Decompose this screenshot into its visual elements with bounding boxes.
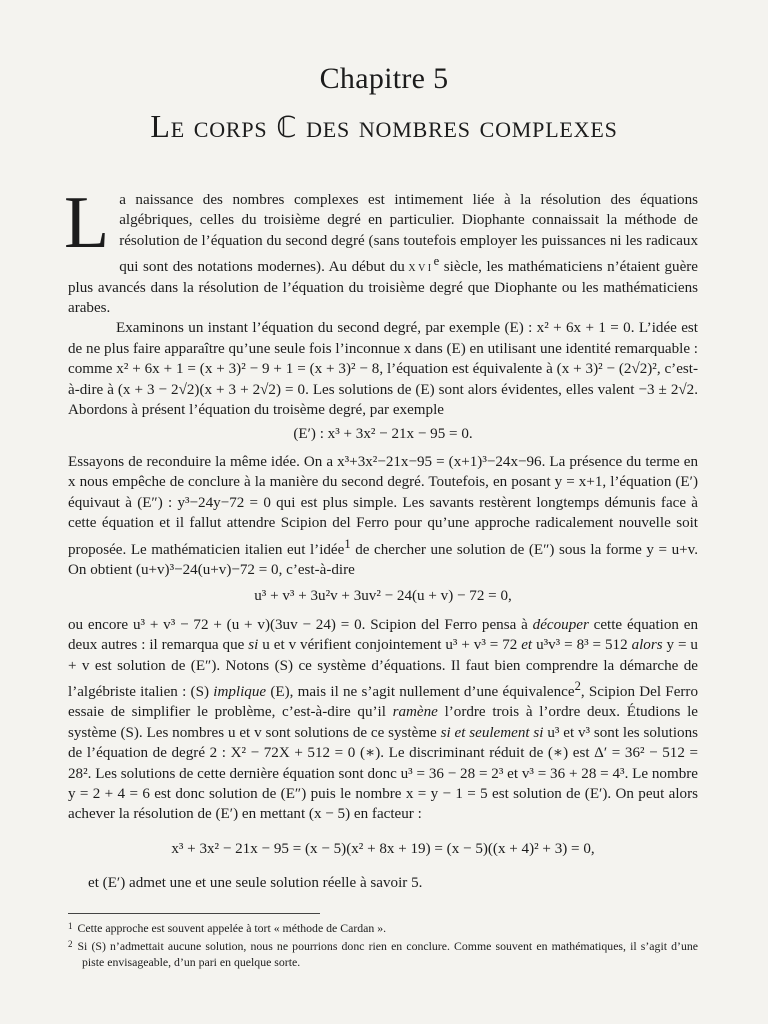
- text-run: (E), mais il ne s’agit nullement d’une équivalence: [266, 684, 575, 701]
- footnotes: [68, 918, 698, 970]
- emphasis-alors: alors: [631, 637, 663, 654]
- factored-equation: x³ + 3x² − 21x − 95 = (x − 5)(x² + 8x + 19) = (x − 5)((x + 4)² + 3) = 0,: [171, 840, 595, 857]
- chapter-title-end: des nombres complexes: [297, 108, 618, 144]
- text-run: ou encore u³ + v³ − 72 + (u + v)(3uv − 24) = 0. Scipion del Ferro pensa à: [68, 616, 533, 633]
- footnote-mark: 1: [68, 921, 73, 931]
- emphasis-decouper: découper: [532, 616, 589, 633]
- text-run: cette équation en deux autres : il remarqua que: [68, 616, 698, 654]
- footnote-mark: 2: [68, 939, 73, 949]
- intro-text: a naissance des nombres complexes est intimement liée à la résolution des équations algébriques, celles du troisième degré en particulier. Diophante connaissait la méthode de résolution de l’équation du second degré (sans toutefois employer les puissances ni les radicaux qui sont des notations modernes). Au début du: [119, 192, 698, 276]
- equation-e-prime: (E′) : x³ + 3x² − 21x − 95 = 0.: [293, 425, 473, 442]
- del-ferro-paragraph: [68, 615, 698, 825]
- drop-cap: L: [64, 182, 110, 264]
- century-numeral: xvi: [408, 259, 434, 276]
- footnote-1: [68, 918, 698, 936]
- emphasis-implique: implique: [213, 684, 267, 701]
- text-run: u et v vérifient conjointement u³ + v³ = 72: [258, 637, 522, 654]
- conclusion-paragraph: et (E′) admet une et une seule solution réelle à savoir 5.: [88, 875, 423, 892]
- text-run: y = u + v est solution de (E″). Notons (S) ce système d’équations. Il faut bien comprendre la démarche de l’algébriste italien : (S): [68, 637, 698, 701]
- emphasis-ssi: si et seulement si: [440, 724, 544, 741]
- reduction-text: Essayons de reconduire la même idée. On a x³+3x²−21x−95 = (x+1)³−24x−96. La présence du terme en x nous empêche de conclure à la manière du second degré. Toutefois, en posant y = x+1, l’équation (E′) équivaut à (E″) : y³−24y−72 = 0 qui est plus simple. Les savants restèrent longtemps démunis face à cette équation et il fallut attendre Scipion del Ferro pour qu’une approche radicalement nouvelle soit proposée. Le mathématicien italien eut l’idée: [68, 453, 698, 558]
- footnote-2: [68, 936, 698, 970]
- text-run: l’ordre trois à l’ordre deux. Étudions le système (S). Les nombres u et v sont solutions de ce système: [68, 704, 698, 741]
- emphasis-si: si: [248, 637, 259, 654]
- footnote-divider: [68, 913, 320, 914]
- text-run: u³v³ = 8³ = 512: [532, 637, 632, 654]
- complex-set-symbol: ℂ: [276, 110, 298, 144]
- emphasis-ramene: ramène: [392, 704, 438, 721]
- emphasis-et: et: [521, 637, 533, 654]
- text-run: u³ et v³ sont les solutions de l’équation de degré 2 : X² − 72X + 512 = 0 (∗). Le discriminant réduit de (∗) est Δ′ = 36² − 512 = 28². Les solutions de cette dernière équation sont donc u³ = 36 − 28 = 2³ et v³ = 36 + 28 = 4³. Le nombre y = 2 + 4 = 6 est donc solution de (E″) puis le nombre x = y − 1 = 5 est solution de (E′). On peut alors achever la résolution de (E′) en mettant (x − 5) en facteur :: [68, 724, 699, 823]
- chapter-body: [64, 182, 699, 894]
- second-degree-paragraph: Examinons un instant l’équation du second degré, par exemple (E) : x² + 6x + 1 = 0. L’idée est de ne plus faire apparaître qu’une seule fois l’inconnue x dans (E) en utilisant une identité remarquable : comme x² + 6x + 1 = (x + 3)² − 9 + 1 = (x + 3)² − 8, l’équation est équivalente à (x + 3)² − (2√2)², c’est-à-dire à (x + 3 − 2√2)(x + 3 + 2√2) = 0. Les solutions de (E) sont alors évidentes, elles valent −3 ± 2√2. Abordons à présent l’équation du troisème degré, par exemple: [68, 320, 698, 419]
- text-run: , Scipion Del Ferro essaie de simplifier le problème, c’est-à-dire qu’il: [68, 684, 698, 721]
- chapter-number: Chapitre 5: [319, 62, 449, 95]
- chapter-title-start: Le corps: [150, 108, 277, 144]
- footnote-text: Cette approche est souvent appelée à tort « méthode de Cardan ».: [77, 921, 387, 935]
- century-suffix: e: [433, 254, 440, 269]
- expanded-equation: u³ + v³ + 3u²v + 3uv² − 24(u + v) − 72 = 0,: [254, 588, 512, 605]
- footnote-ref-2[interactable]: 2: [574, 679, 581, 693]
- intro-paragraph: [64, 182, 698, 318]
- reduction-paragraph: [68, 452, 698, 580]
- chapter-title: [0, 108, 768, 145]
- intro-text-end: siècle, les mathématiciens n’étaient guère plus avancés dans la résolution de l’équation du troisième degré que Diophante ou les mathématiciens arabes.: [68, 259, 698, 317]
- footnote-ref-1[interactable]: 1: [344, 536, 351, 551]
- footnote-text: Si (S) n’admettait aucune solution, nous ne pourrions donc rien en conclure. Comme souvent en mathématiques, il s’agit d’une piste envisageable, d’un pari en quelque sorte.: [77, 939, 698, 969]
- reduction-text-end: de chercher une solution de (E″) sous la forme y = u+v. On obtient (u+v)³−24(u+v)−72 = 0, c’est-à-dire: [68, 541, 698, 578]
